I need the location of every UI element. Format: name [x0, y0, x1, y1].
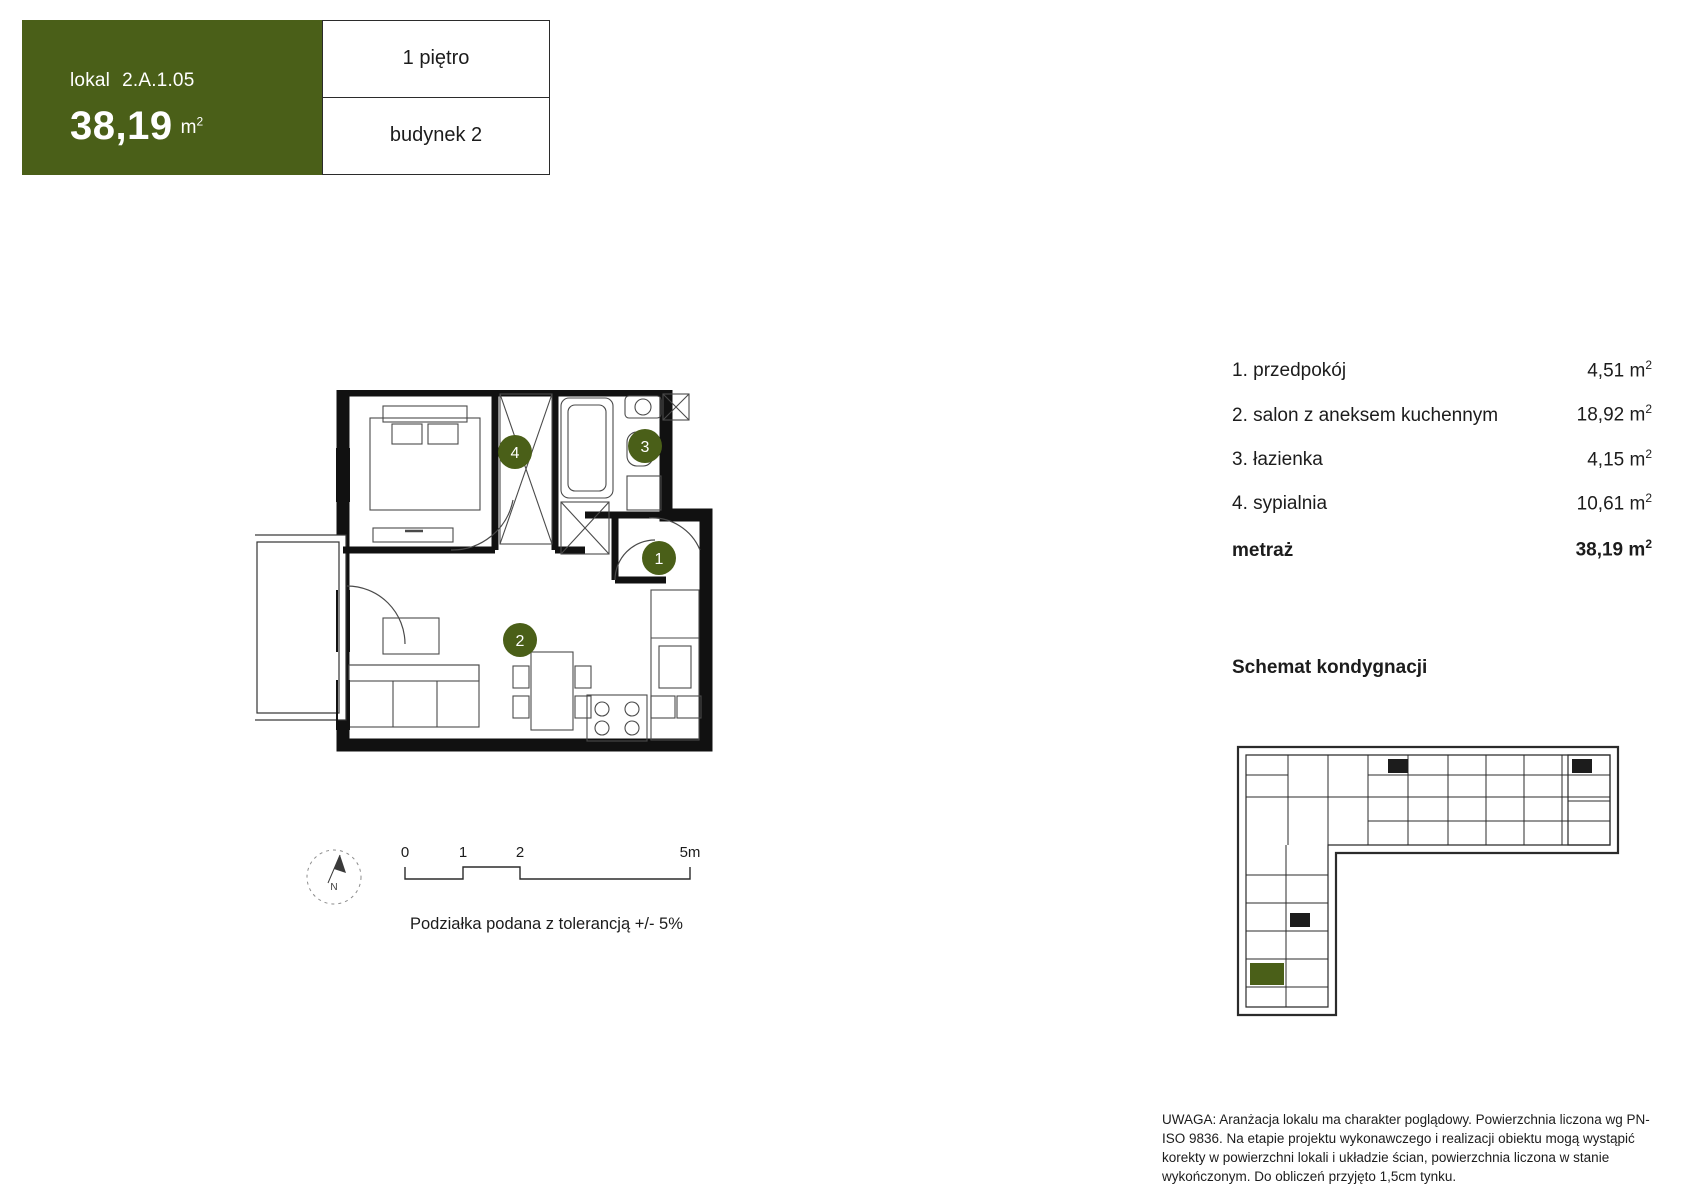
floor-label: 1 piętro	[322, 20, 550, 98]
room-marker-4	[498, 435, 532, 469]
compass-icon	[307, 850, 361, 904]
room-list	[1232, 358, 1652, 582]
room-label: 4. sypialnia	[1232, 493, 1328, 515]
room-marker-3	[628, 429, 662, 463]
unit-badge-green-panel	[22, 20, 322, 175]
room-area: 18,92 $m^2$	[1576, 402, 1652, 426]
room-label: 2. salon z aneksem kuchennym	[1232, 404, 1499, 426]
scale-tick-0: 0	[400, 844, 410, 861]
floor-schematic-svg	[1228, 735, 1628, 1035]
scale-tick-1: 1	[458, 844, 468, 861]
svg-text:3: 3	[640, 439, 650, 456]
room-area: 10,61 $m^2$	[1576, 490, 1652, 515]
total-area-value: 38,19 $m^2$	[1575, 537, 1652, 561]
ruler	[405, 867, 690, 879]
floor-schematic	[1228, 735, 1628, 1035]
svg-text:2: 2	[515, 633, 525, 650]
unit-area-unit: $m^2$	[180, 114, 204, 138]
unit-code-value: 2.A.1.05	[122, 70, 195, 91]
unit-badge-white-panel	[322, 20, 550, 175]
total-area-label: metraż	[1232, 539, 1294, 561]
scale-tick-2: 2	[515, 844, 525, 861]
room-label: 1. przedpokój	[1232, 360, 1347, 382]
total-area-row	[1232, 537, 1652, 561]
svg-text:1: 1	[654, 551, 664, 568]
list-item	[1232, 491, 1652, 515]
room-area: 4,51 $m^2$	[1587, 358, 1652, 382]
floor-plan-svg	[255, 390, 775, 790]
room-area: 4,15 $m^2$	[1587, 446, 1652, 470]
unit-area-value: 38,19	[70, 104, 173, 148]
highlighted-unit	[1250, 963, 1284, 985]
room-marker-2	[503, 623, 537, 657]
scale-note: Podziałka podana z tolerancją +/- 5%	[410, 915, 683, 933]
scale-tick-end: 5m	[679, 844, 701, 861]
room-label: 3. łazienka	[1232, 448, 1323, 470]
list-item	[1232, 358, 1652, 382]
floor-schematic-title: Schemat kondygnacji	[1232, 657, 1428, 678]
building-label: budynek 2	[322, 98, 550, 176]
list-item	[1232, 447, 1652, 471]
disclaimer-note: UWAGA: Aranżacja lokalu ma charakter poglądowy. Powierzchnia liczona wg PN-ISO 9836. Na etapie projektu wykonawczego i realizacji obiektu mogą wystąpić korekty w powierzchni lokali i układzie ścian, powierzchnia liczona w stanie wykończonym. Do obliczeń przyjęto 1,5cm tynku.	[1162, 1112, 1650, 1185]
floor-plan	[255, 390, 775, 790]
scale-bar	[300, 835, 730, 945]
svg-text:N: N	[330, 882, 338, 893]
svg-text:4: 4	[510, 445, 520, 462]
unit-lokal-label: lokal	[70, 70, 111, 91]
unit-badge	[22, 20, 550, 175]
unit-code-line	[70, 70, 322, 92]
list-item	[1232, 402, 1652, 426]
unit-area-line	[70, 104, 322, 149]
room-marker-1	[642, 541, 676, 575]
balcony	[255, 535, 346, 720]
